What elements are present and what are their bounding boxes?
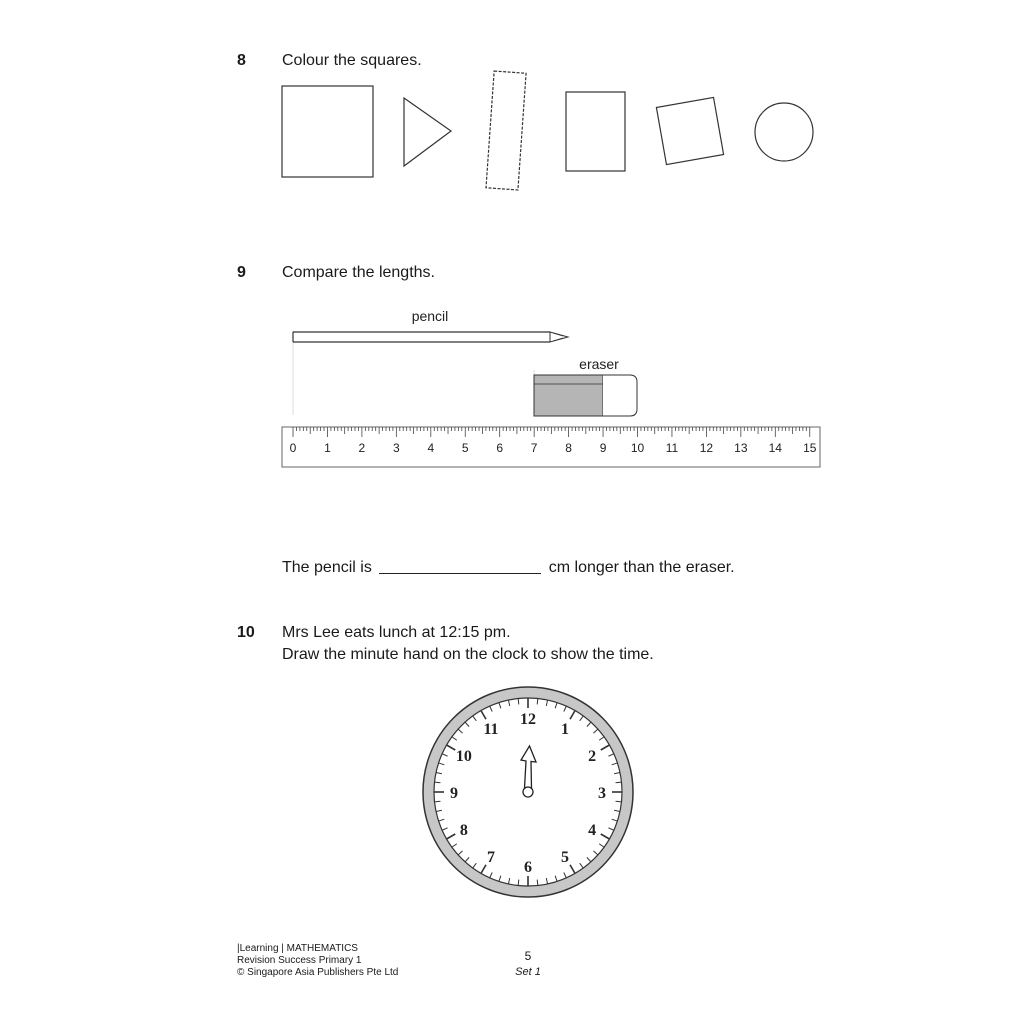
clock-number: 12 bbox=[520, 711, 536, 728]
ruler-label: 6 bbox=[496, 441, 504, 455]
ruler-label: 2 bbox=[358, 441, 366, 455]
clock-number: 11 bbox=[483, 720, 499, 738]
question-10-line1: Mrs Lee eats lunch at 12:15 pm. bbox=[282, 624, 511, 641]
eraser-label: eraser bbox=[579, 356, 619, 372]
set-label: Set 1 bbox=[515, 966, 541, 978]
clock-number: 2 bbox=[588, 748, 597, 765]
ruler-label: 11 bbox=[665, 441, 679, 455]
answer-sentence bbox=[282, 559, 735, 577]
page-number: 5 bbox=[524, 949, 532, 963]
ruler-label: 12 bbox=[699, 441, 714, 455]
shapes-figure bbox=[0, 0, 1024, 210]
clock-tick bbox=[518, 699, 519, 705]
eraser-drawing bbox=[534, 370, 637, 416]
rectangle-shape[interactable] bbox=[566, 92, 625, 171]
ruler-label: 8 bbox=[565, 441, 572, 455]
clock[interactable] bbox=[412, 676, 644, 908]
pencil-label: pencil bbox=[411, 308, 449, 324]
clock-number: 7 bbox=[487, 849, 495, 867]
clock-tick bbox=[435, 782, 441, 783]
length-figure bbox=[0, 290, 1024, 480]
clock-tick bbox=[435, 801, 441, 802]
pencil-drawing bbox=[293, 330, 568, 415]
clock-number: 8 bbox=[459, 822, 468, 839]
question-10-line2: Draw the minute hand on the clock to show the time. bbox=[282, 646, 654, 663]
clock-center-pin bbox=[523, 787, 533, 797]
clock-tick bbox=[616, 801, 622, 802]
footer-publisher-info bbox=[237, 943, 398, 979]
triangle-shape[interactable] bbox=[404, 98, 451, 166]
clock-tick bbox=[616, 782, 622, 783]
ruler bbox=[282, 427, 820, 467]
clock-tick bbox=[537, 699, 538, 705]
answer-text-after: cm longer than the eraser. bbox=[548, 559, 735, 576]
question-8-prompt: Colour the squares. bbox=[282, 52, 422, 69]
clock-tick bbox=[518, 880, 519, 886]
answer-blank[interactable] bbox=[379, 559, 541, 574]
clock-number: 10 bbox=[455, 748, 472, 765]
footer-title: Revision Success Primary 1 bbox=[237, 955, 362, 966]
question-8-number: 8 bbox=[237, 52, 246, 69]
ruler-label: 4 bbox=[427, 441, 435, 455]
clock-number: 5 bbox=[561, 849, 569, 867]
clock-tick bbox=[537, 880, 538, 886]
ruler-label: 15 bbox=[803, 441, 817, 455]
ruler-label: 14 bbox=[768, 441, 782, 455]
ruler-label: 1 bbox=[324, 441, 331, 455]
square-shape-1[interactable] bbox=[282, 86, 373, 177]
ruler-label: 9 bbox=[599, 441, 607, 455]
ruler-label: 5 bbox=[461, 441, 469, 455]
clock-number: 1 bbox=[561, 720, 569, 738]
footer-series: |Learning | MATHEMATICS bbox=[237, 943, 358, 954]
ruler-label: 13 bbox=[734, 441, 748, 455]
square-shape-2[interactable] bbox=[656, 97, 723, 164]
question-9-number: 9 bbox=[237, 264, 246, 281]
ruler-label: 10 bbox=[630, 441, 645, 455]
question-10-number: 10 bbox=[237, 624, 255, 641]
clock-number: 3 bbox=[598, 785, 606, 802]
answer-text-before: The pencil is bbox=[282, 559, 372, 576]
circle-shape[interactable] bbox=[755, 103, 813, 161]
ruler-label: 3 bbox=[393, 441, 400, 455]
rectangle-tilted-shape[interactable] bbox=[486, 71, 526, 190]
ruler-label: 7 bbox=[530, 441, 538, 455]
footer-copyright: © Singapore Asia Publishers Pte Ltd bbox=[237, 967, 399, 978]
question-9-prompt: Compare the lengths. bbox=[282, 264, 435, 281]
clock-number: 4 bbox=[588, 822, 597, 839]
clock-number: 6 bbox=[524, 859, 532, 876]
clock-number: 9 bbox=[450, 785, 458, 802]
ruler-label: 0 bbox=[289, 441, 297, 455]
